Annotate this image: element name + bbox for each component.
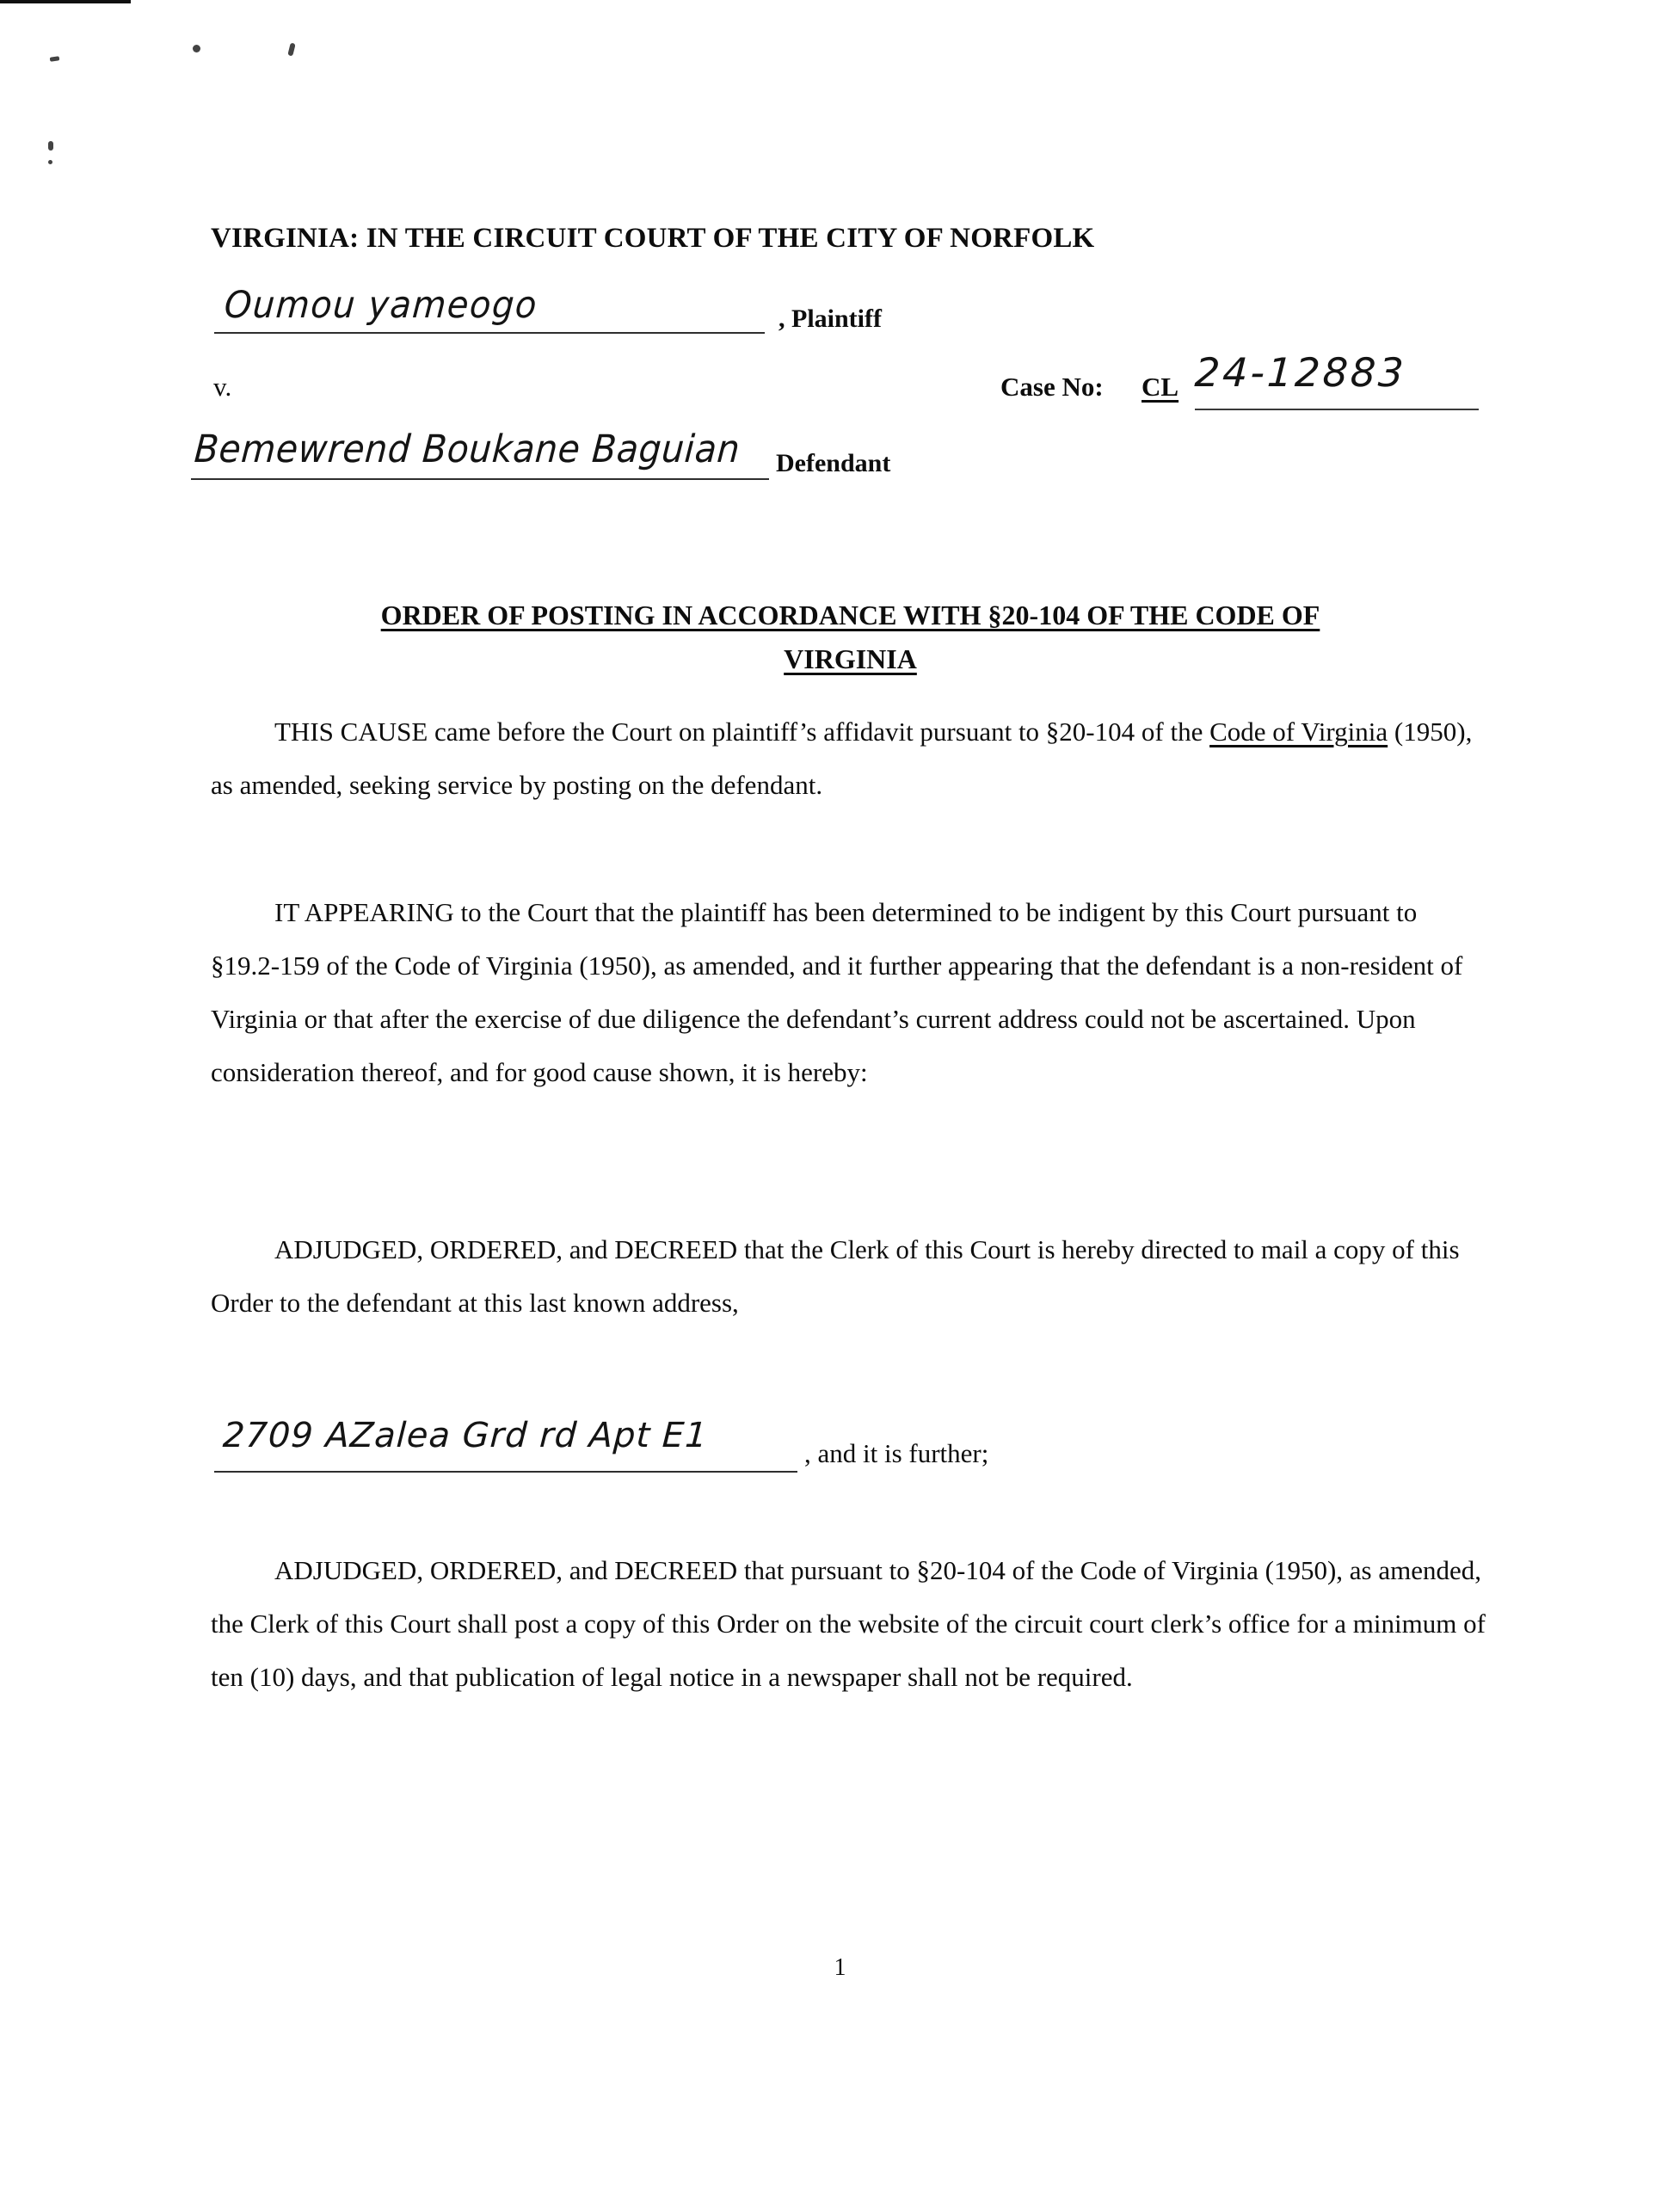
defendant-name-field[interactable] — [191, 428, 769, 497]
paragraph-adjudged-mail-copy — [211, 1223, 1492, 1330]
case-number-prefix: CL — [1142, 372, 1179, 402]
paragraph-1-text-part-2: (1950), as amended, seeking service by posting on the defendant. — [211, 717, 1473, 800]
plaintiff-name-field[interactable] — [214, 284, 765, 346]
last-known-address-rule — [214, 1471, 797, 1473]
defendant-label: Defendant — [776, 449, 891, 477]
plaintiff-label: , Plaintiff — [778, 304, 882, 333]
plaintiff-name-handwritten: Oumou yameogo — [223, 284, 539, 327]
scan-speck-artifact — [48, 141, 53, 151]
scan-edge-artifact — [0, 0, 131, 3]
plaintiff-name-rule — [214, 332, 765, 334]
case-number-rule — [1195, 409, 1479, 410]
last-known-address-row — [211, 1416, 1492, 1497]
paragraph-3-text: ADJUDGED, ORDERED, and DECREED that the Clerk of this Court is hereby directed to mail a copy of this Order to the defendant at this last known address, — [211, 1234, 1460, 1318]
address-trailing-text: , and it is further; — [804, 1438, 989, 1468]
paragraph-4-text: ADJUDGED, ORDERED, and DECREED that pursuant to §20-104 of the Code of Virginia (1950), as amended, the Clerk of this Court shall post a copy of this Order on the website of the circuit court clerk’s office for a minimum of ten (10) days, and that publication of legal notice in a newspaper shall not be required. — [211, 1555, 1486, 1692]
plaintiff-caption-row — [211, 284, 1492, 353]
court-heading: VIRGINIA: IN THE CIRCUIT COURT OF THE CITY OF NORFOLK — [211, 223, 1095, 254]
order-title — [211, 594, 1490, 680]
defendant-name-rule — [191, 478, 769, 480]
code-of-virginia-citation: Code of Virginia — [1209, 717, 1388, 747]
paragraph-1-text-part-1: THIS CAUSE came before the Court on plaintiff’s affidavit pursuant to §20-104 of the — [274, 717, 1210, 747]
case-number-handwritten: 24-12883 — [1193, 349, 1407, 396]
versus-label: v. — [213, 372, 232, 402]
defendant-name-handwritten: Bemewrend Boukane Baguian — [193, 427, 742, 471]
scan-speck-artifact — [48, 160, 52, 164]
last-known-address-field[interactable] — [214, 1416, 797, 1485]
paragraph-2-text: IT APPEARING to the Court that the plaintiff has been determined to be indigent by this Court pursuant to §19.2-159 of the Code of Virginia (1950), as amended, and it further appearing that the defendant is a non-resident of Virginia or that after the exercise of due diligence the defendant’s current address could not be ascertained. Upon consideration thereof, and for good cause shown, it is hereby: — [211, 897, 1463, 1087]
order-title-line-1: ORDER OF POSTING IN ACCORDANCE WITH §20-104 OF THE CODE OF — [380, 600, 1320, 630]
case-number-label: Case No: — [1000, 372, 1104, 402]
page-number: 1 — [834, 1954, 846, 1981]
paragraph-adjudged-post-copy — [211, 1544, 1492, 1704]
scan-speck-artifact — [50, 56, 60, 61]
case-number-row — [1000, 349, 1534, 434]
paragraph-it-appearing — [211, 886, 1492, 1099]
paragraph-this-cause — [211, 705, 1492, 812]
last-known-address-handwritten: 2709 AZalea Grd rd Apt E1 — [221, 1416, 709, 1455]
scan-speck-artifact — [193, 45, 200, 52]
defendant-caption-row — [191, 428, 1481, 506]
scan-speck-artifact — [287, 42, 295, 56]
order-title-line-2: VIRGINIA — [784, 643, 917, 674]
